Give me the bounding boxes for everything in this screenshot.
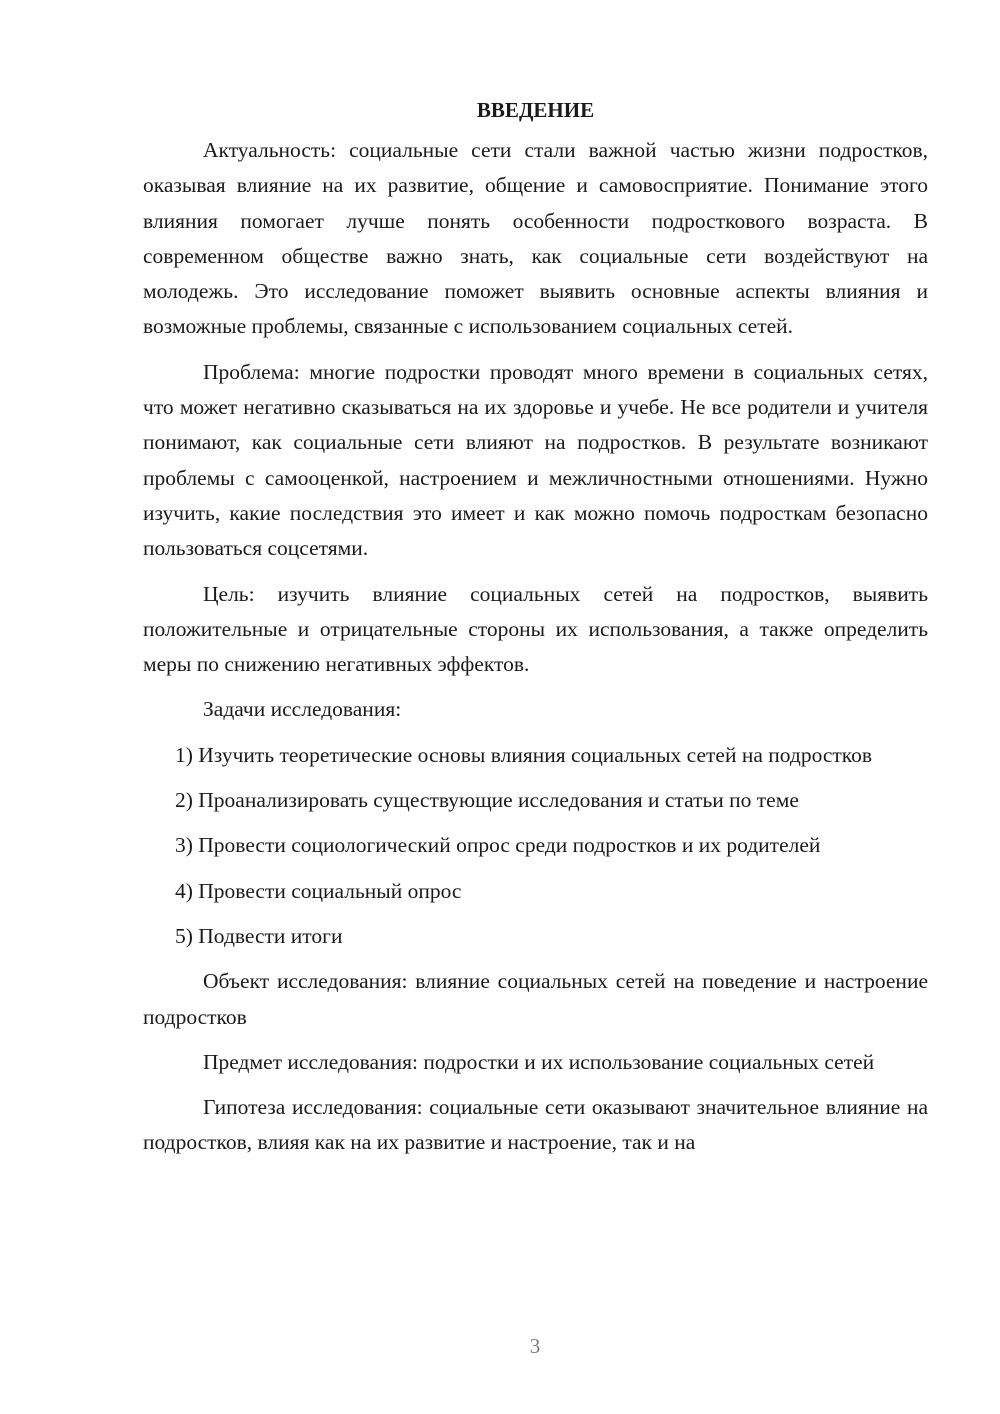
section-heading: ВВЕДЕНИЕ [476, 98, 595, 122]
task-item-5: 5) Подвести итоги [175, 923, 343, 948]
page-number: 3 [529, 1334, 541, 1358]
hypothesis-paragraph: Гипотеза исследования: социальные сети оказывают значительное влияние на подростков, влияя как на их развитие и настроение, так и на [143, 1095, 928, 1155]
task-item-4: 4) Провести социальный опрос [175, 878, 462, 903]
relevance-paragraph: Актуальность: социальные сети стали важной частью жизни подростков, оказывая влияние на их развитие, общение и самовосприятие. Понимание этого влияния помогает лучше понять особенности подросткового возраста. В современном обществе важно знать, как социальные сети воздействуют на молодежь. Это исследование поможет выявить основные аспекты влияния и возможные проблемы, связанные с использованием социальных сетей. [143, 138, 928, 339]
subject-paragraph: Предмет исследования: подростки и их использование социальных сетей [203, 1049, 875, 1074]
page-body [143, 93, 928, 1161]
task-item-1: 1) Изучить теоретические основы влияния социальных сетей на подростков [175, 742, 873, 767]
tasks-heading: Задачи исследования: [203, 697, 402, 722]
task-item-3: 3) Провести социологический опрос среди подростков и их родителей [175, 833, 821, 858]
object-paragraph: Объект исследования: влияние социальных сетей на поведение и настроение подростков [143, 969, 928, 1029]
problem-paragraph: Проблема: многие подростки проводят много времени в социальных сетях, что может негативно сказываться на их здоровье и учебе. Не все родители и учителя понимают, как социальные сети влияют на подростков. В результате возникают проблемы с самооценкой, настроением и межличностными отношениями. Нужно изучить, какие последствия это имеет и как можно помочь подросткам безопасно пользоваться соцсетями. [143, 359, 928, 561]
task-item-2: 2) Проанализировать существующие исследования и статьи по теме [175, 788, 799, 813]
goal-paragraph: Цель: изучить влияние социальных сетей на подростков, выявить положительные и отрицательные стороны их использования, а также определить меры по снижению негативных эффектов. [143, 581, 928, 677]
